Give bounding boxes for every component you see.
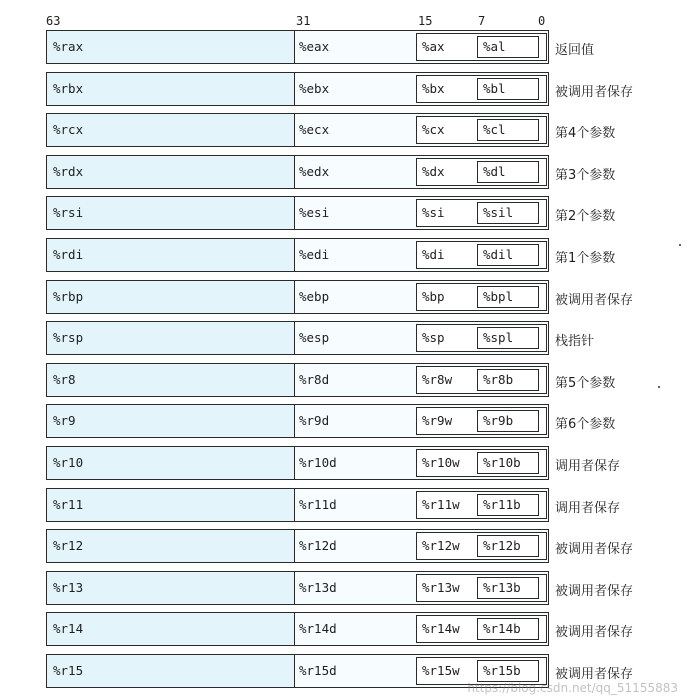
register-row bbox=[46, 30, 549, 64]
register-32bit-name: %eax bbox=[299, 39, 330, 54]
register-32bit-name: %r13d bbox=[299, 580, 337, 595]
register-row bbox=[46, 363, 549, 397]
register-role-label: 第5个参数 bbox=[555, 376, 616, 391]
register-16bit-name: %bx bbox=[422, 81, 445, 96]
register-32bit-name: %r15d bbox=[299, 663, 337, 678]
register-row bbox=[46, 196, 549, 230]
register-8bit-name: %r8b bbox=[483, 372, 514, 387]
register-8bit-name: %cl bbox=[483, 122, 506, 137]
register-role-label: 被调用者保存 bbox=[555, 584, 634, 599]
register-8bit-name: %bpl bbox=[483, 289, 514, 304]
register-row bbox=[46, 488, 549, 522]
bit-label-7: 7 bbox=[478, 14, 486, 28]
register-8bit-name: %r15b bbox=[483, 663, 521, 678]
register-8bit-name: %r14b bbox=[483, 621, 521, 636]
register-role-label: 被调用者保存 bbox=[555, 293, 634, 308]
register-8bit-name: %al bbox=[483, 39, 506, 54]
register-32bit-name: %edi bbox=[299, 247, 330, 262]
register-32bit-name: %r10d bbox=[299, 455, 337, 470]
register-8bit-name: %spl bbox=[483, 330, 514, 345]
register-16bit-name: %r13w bbox=[422, 580, 460, 595]
register-8bit-name: %bl bbox=[483, 81, 506, 96]
register-32bit-name: %ecx bbox=[299, 122, 330, 137]
register-16bit-name: %dx bbox=[422, 164, 445, 179]
register-64bit-name: %rbp bbox=[53, 289, 84, 304]
register-16bit-name: %r11w bbox=[422, 497, 460, 512]
register-32bit-name: %ebx bbox=[299, 81, 330, 96]
register-32bit-name: %ebp bbox=[299, 289, 330, 304]
register-32bit-name: %esi bbox=[299, 205, 330, 220]
register-64bit-name: %rdx bbox=[53, 164, 84, 179]
register-16bit-name: %bp bbox=[422, 289, 445, 304]
register-16bit-name: %r9w bbox=[422, 413, 453, 428]
register-64bit-name: %r12 bbox=[53, 538, 84, 553]
register-16bit-name: %r15w bbox=[422, 663, 460, 678]
register-16bit-name: %sp bbox=[422, 330, 445, 345]
register-role-label: 栈指针 bbox=[555, 334, 595, 349]
register-8bit-name: %dil bbox=[483, 247, 514, 262]
register-16bit-name: %r12w bbox=[422, 538, 460, 553]
register-32bit-name: %r12d bbox=[299, 538, 337, 553]
bit-label-15: 15 bbox=[418, 14, 433, 28]
register-role-label: 第2个参数 bbox=[555, 209, 616, 224]
register-row bbox=[46, 446, 549, 480]
register-role-label: 调用者保存 bbox=[555, 459, 621, 474]
register-16bit-name: %r10w bbox=[422, 455, 460, 470]
register-32bit-name: %r14d bbox=[299, 621, 337, 636]
register-row bbox=[46, 529, 549, 563]
register-row bbox=[46, 238, 549, 272]
register-16bit-name: %ax bbox=[422, 39, 445, 54]
register-16bit-name: %si bbox=[422, 205, 445, 220]
register-role-label: 被调用者保存 bbox=[555, 542, 634, 557]
bit-label-31: 31 bbox=[296, 14, 311, 28]
register-8bit-name: %r10b bbox=[483, 455, 521, 470]
register-64bit-name: %rsp bbox=[53, 330, 84, 345]
register-role-label: 第4个参数 bbox=[555, 126, 616, 141]
register-row bbox=[46, 404, 549, 438]
scan-dot bbox=[679, 244, 681, 246]
register-role-label: 调用者保存 bbox=[555, 501, 621, 516]
register-8bit-name: %r12b bbox=[483, 538, 521, 553]
scan-dot bbox=[658, 386, 660, 388]
register-8bit-name: %sil bbox=[483, 205, 514, 220]
register-64bit-name: %rcx bbox=[53, 122, 84, 137]
register-32bit-name: %esp bbox=[299, 330, 330, 345]
register-8bit-name: %dl bbox=[483, 164, 506, 179]
register-row bbox=[46, 155, 549, 189]
register-16bit-name: %r14w bbox=[422, 621, 460, 636]
register-8bit-name: %r13b bbox=[483, 580, 521, 595]
register-role-label: 被调用者保存 bbox=[555, 625, 634, 640]
register-16bit-name: %r8w bbox=[422, 372, 453, 387]
bit-label-0: 0 bbox=[538, 14, 546, 28]
register-64bit-name: %r10 bbox=[53, 455, 84, 470]
bit-label-63: 63 bbox=[46, 14, 61, 28]
register-role-label: 第3个参数 bbox=[555, 168, 616, 183]
register-64bit-name: %r15 bbox=[53, 663, 84, 678]
register-role-label: 被调用者保存 bbox=[555, 667, 634, 682]
register-role-label: 被调用者保存 bbox=[555, 85, 634, 100]
register-64bit-name: %r8 bbox=[53, 372, 76, 387]
watermark: https://blog.csdn.net/qq_51155883 bbox=[467, 681, 678, 695]
register-row bbox=[46, 280, 549, 314]
register-64bit-name: %rsi bbox=[53, 205, 84, 220]
register-64bit-name: %rax bbox=[53, 39, 84, 54]
register-8bit-name: %r11b bbox=[483, 497, 521, 512]
register-32bit-name: %r8d bbox=[299, 372, 330, 387]
register-8bit-name: %r9b bbox=[483, 413, 514, 428]
register-row bbox=[46, 72, 549, 106]
register-64bit-name: %r13 bbox=[53, 580, 84, 595]
register-role-label: 第1个参数 bbox=[555, 251, 616, 266]
register-32bit-name: %r9d bbox=[299, 413, 330, 428]
register-64bit-name: %rdi bbox=[53, 247, 84, 262]
register-32bit-name: %edx bbox=[299, 164, 330, 179]
register-64bit-name: %rbx bbox=[53, 81, 84, 96]
register-64bit-name: %r11 bbox=[53, 497, 84, 512]
register-role-label: 第6个参数 bbox=[555, 417, 616, 432]
register-32bit-name: %r11d bbox=[299, 497, 337, 512]
register-row bbox=[46, 321, 549, 355]
register-role-label: 返回值 bbox=[555, 43, 595, 58]
register-64bit-name: %r14 bbox=[53, 621, 84, 636]
register-64bit-name: %r9 bbox=[53, 413, 76, 428]
register-row bbox=[46, 113, 549, 147]
register-row bbox=[46, 612, 549, 646]
register-16bit-name: %di bbox=[422, 247, 445, 262]
register-16bit-name: %cx bbox=[422, 122, 445, 137]
register-row bbox=[46, 571, 549, 605]
